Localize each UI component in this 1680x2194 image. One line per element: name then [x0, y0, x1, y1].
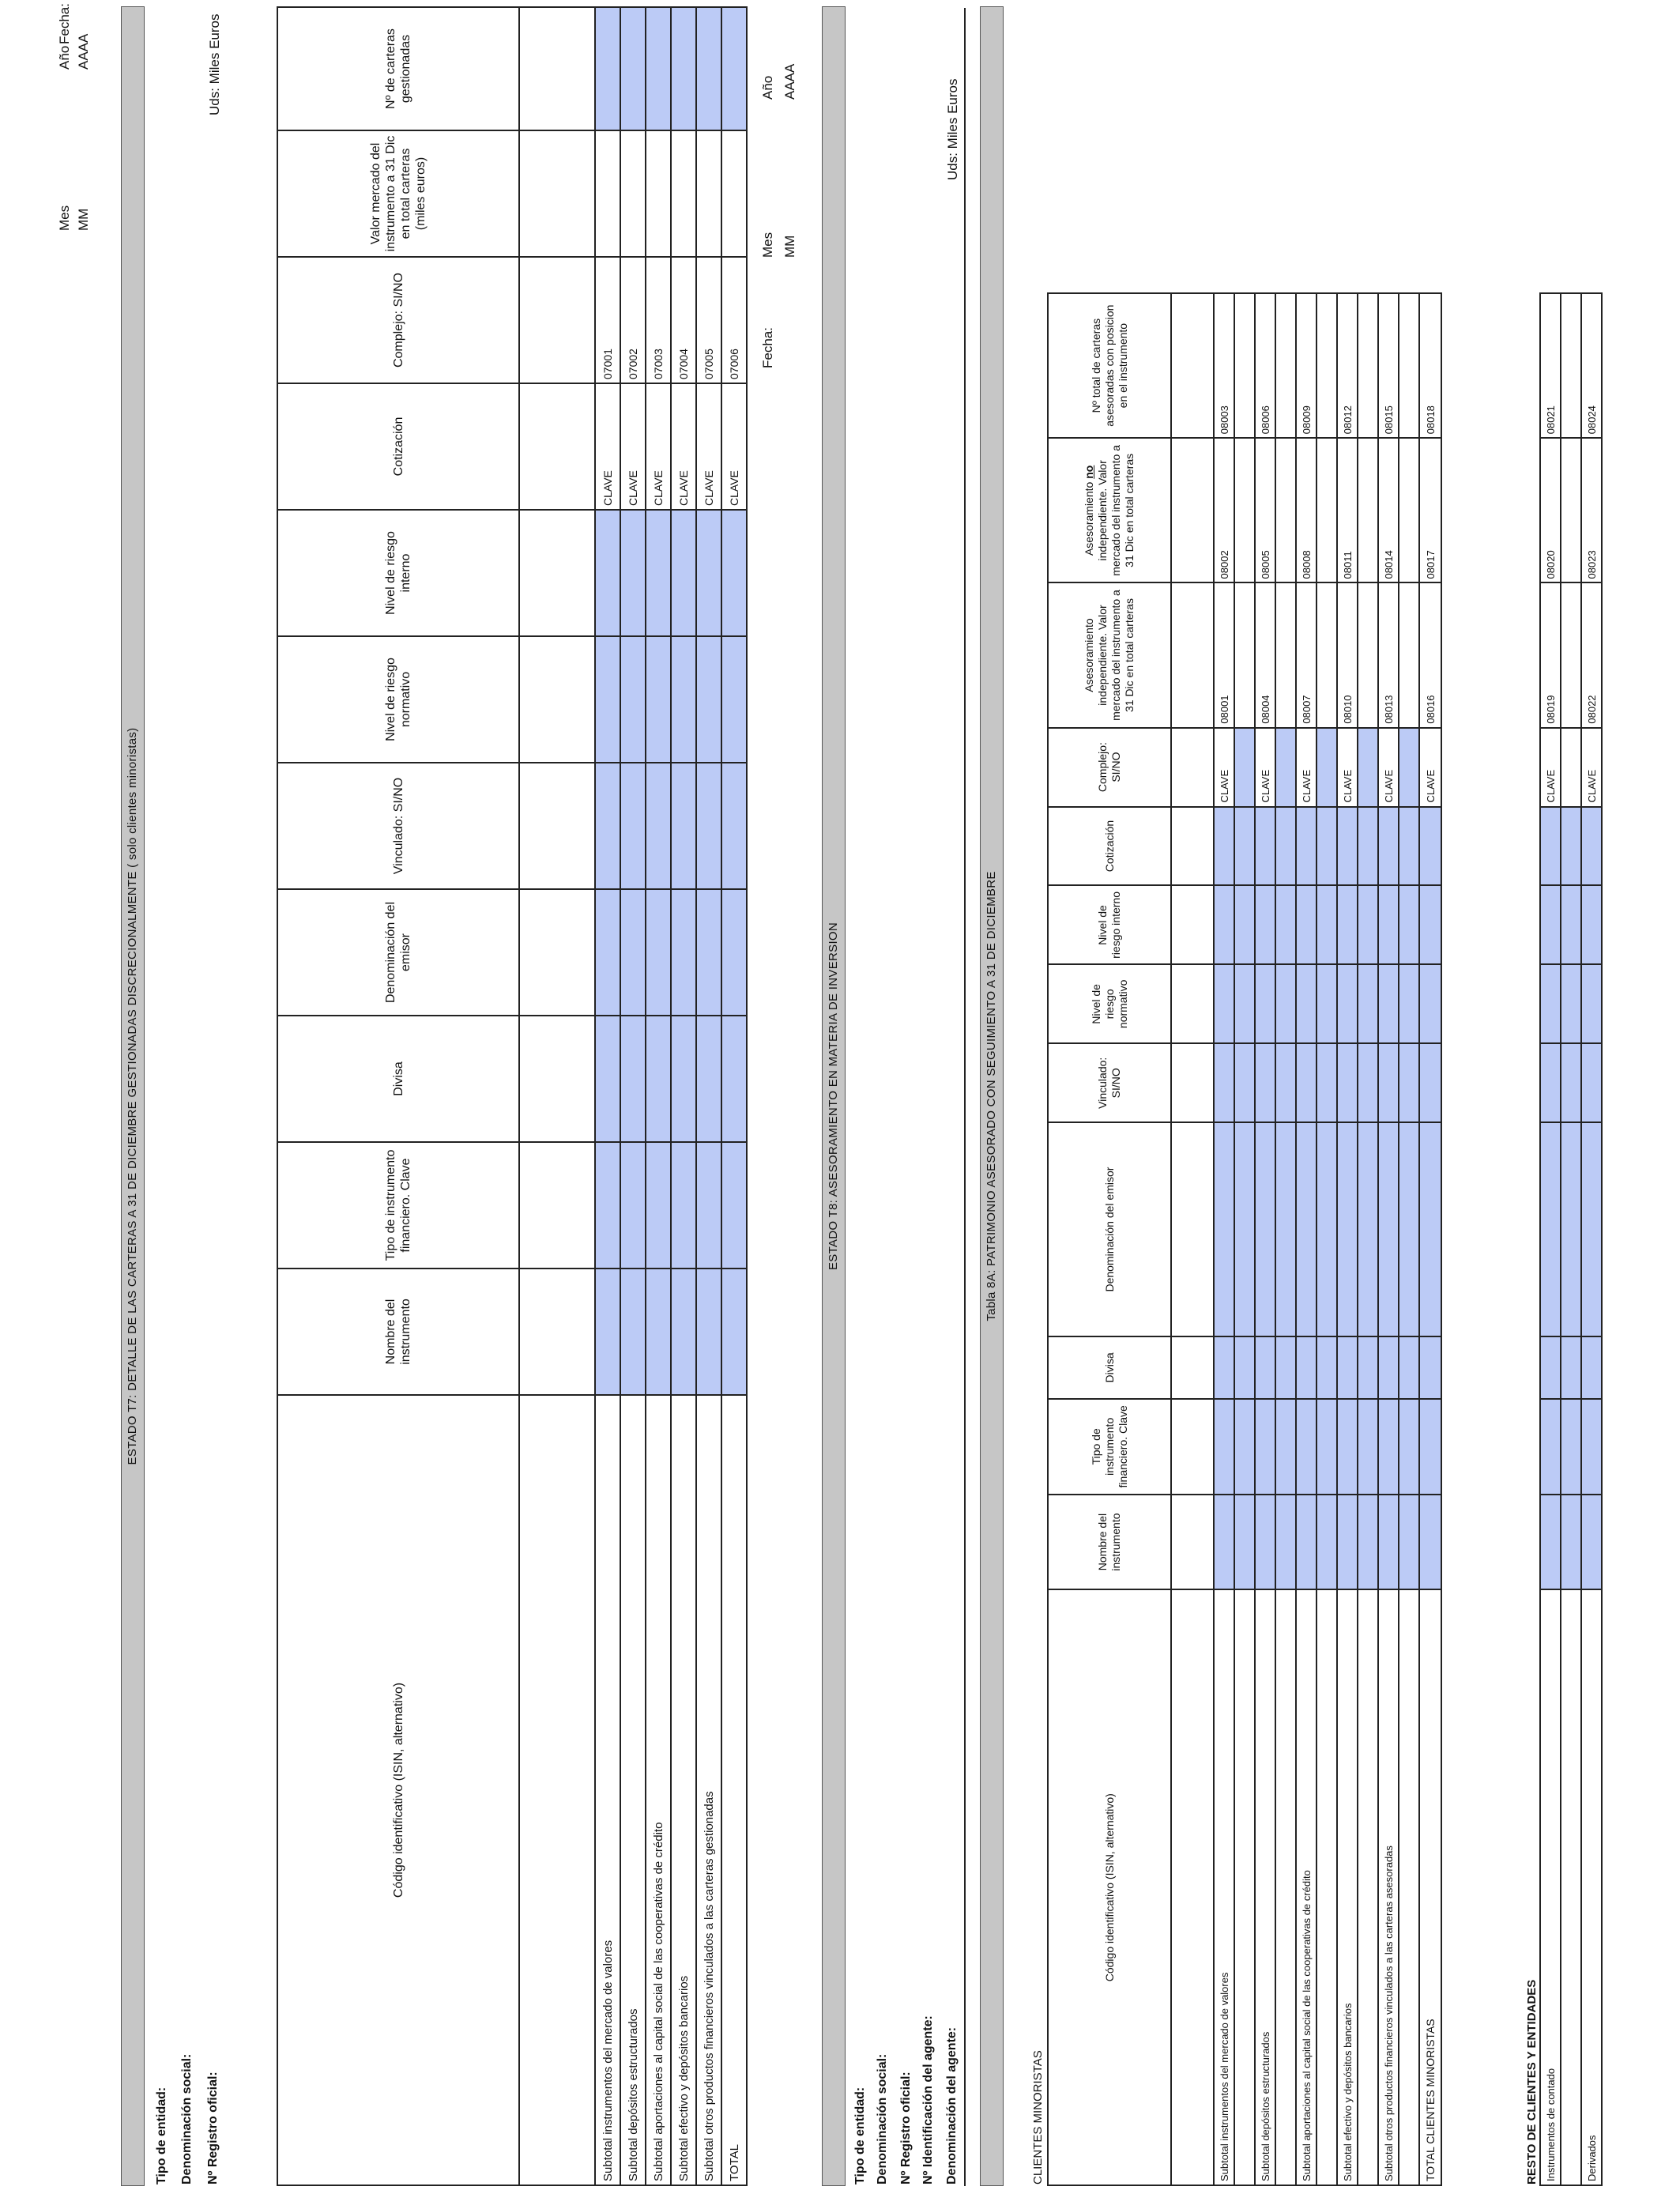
table-row [595, 7, 620, 2185]
clave-cell: CLAVE [595, 383, 620, 510]
clave-cell: CLAVE [1296, 728, 1317, 807]
t7-header-num-carteras: Nº de carteras gestionadas [277, 7, 519, 130]
clave-cell: CLAVE [1419, 728, 1441, 807]
t7-header-valor-mercado: Valor mercado del instrumento a 31 Dic en total carteras (miles euros) [277, 130, 519, 257]
t8-header-asesoramiento-independiente: Asesoramiento independiente. Valor mercado del instrumento a 31 Dic en total carteras [1048, 582, 1171, 727]
clave-cell: CLAVE [1540, 728, 1561, 807]
t8-denominacion-social: Denominación social: [876, 2053, 889, 2185]
code-cell: 08008 [1296, 438, 1317, 582]
row-label: Subtotal instrumentos del mercado de valores [595, 1395, 620, 2185]
t7-header-divisa: Divisa [277, 1016, 519, 1142]
code-cell: 08017 [1419, 438, 1441, 582]
t8-header-codigo: Código identificativo (ISIN, alternativo) [1048, 1589, 1171, 2185]
table-row [620, 7, 646, 2185]
row-label: Subtotal aportaciones al capital social de las cooperativas de crédito [646, 1395, 671, 2185]
t8-header-emisor: Denominación del emisor [1048, 1122, 1171, 1336]
code-cell: 08002 [1214, 438, 1234, 582]
t7-title-bar: ESTADO T7: DETALLE DE LAS CARTERAS A 31 DE DICIEMBRE GESTIONADAS DISCRECIONALMENTE ( solo clientes minoristas) [121, 6, 145, 2186]
clave-cell: CLAVE [620, 383, 646, 510]
t7-fecha-label: Fecha: [57, 3, 72, 44]
clave-cell: CLAVE [671, 383, 696, 510]
t8-blank-row [1171, 293, 1214, 2185]
table-row [1540, 293, 1561, 2185]
code-cell: 08024 [1581, 293, 1602, 438]
t7-denominacion-social: Denominación social: [180, 2053, 194, 2185]
row-label: Subtotal otros productos financieros vinculados a las carteras asesoradas [1378, 1589, 1399, 2185]
table-row-spacer [1275, 293, 1296, 2185]
code-cell: 07004 [671, 257, 696, 383]
t8-fecha-label: Fecha: [760, 327, 775, 368]
row-label: Subtotal instrumentos del mercado de valores [1214, 1589, 1234, 2185]
code-cell: 08014 [1378, 438, 1399, 582]
code-cell: 08009 [1296, 293, 1317, 438]
t7-header-codigo: Código identificativo (ISIN, alternativo) [277, 1395, 519, 2185]
t7-header-complejo: Complejo: SI/NO [277, 257, 519, 383]
table-row-spacer [1234, 293, 1255, 2185]
code-cell: 08010 [1337, 582, 1358, 727]
table-row [696, 7, 721, 2185]
table-row-spacer [1317, 293, 1337, 2185]
code-cell: 08022 [1581, 582, 1602, 727]
row-label: Instrumentos de contado [1540, 1589, 1561, 2185]
no-emphasis: no [1083, 465, 1095, 479]
table-row [1581, 293, 1602, 2185]
clave-cell: CLAVE [721, 383, 747, 510]
code-cell: 08015 [1378, 293, 1399, 438]
t7-blank-row [519, 7, 595, 2185]
table-row [1337, 293, 1358, 2185]
t8-agent-underline [964, 8, 966, 2186]
clave-cell: CLAVE [1337, 728, 1358, 807]
t8-registro-oficial: Nº Registro oficial: [899, 2071, 913, 2185]
table-row [671, 7, 696, 2185]
t8-header-tipo: Tipo de instrumento financiero. Clave [1048, 1399, 1171, 1495]
row-label: Subtotal aportaciones al capital social de las cooperativas de crédito [1296, 1589, 1317, 2185]
section-resto-clientes: RESTO DE CLIENTES Y ENTIDADES [1525, 1979, 1539, 2185]
table-row [646, 7, 671, 2185]
t8-header-num-carteras: Nº total de carteras asesoradas con posicion en el instrumento [1048, 293, 1171, 438]
code-cell: 08020 [1540, 438, 1561, 582]
code-cell: 08018 [1419, 293, 1441, 438]
t7-ano-value: AAAA [76, 33, 91, 70]
code-cell: 08013 [1378, 582, 1399, 727]
code-cell: 07001 [595, 257, 620, 383]
section-clientes-minoristas: CLIENTES MINORISTAS [1031, 2050, 1045, 2185]
code-cell: 08023 [1581, 438, 1602, 582]
t8a-table-resto [1539, 292, 1603, 2186]
t8-title-bar: ESTADO T8: ASESORAMIENTO EN MATERIA DE INVERSION [822, 6, 846, 2186]
t7-header-riesgo-normativo: Nivel de riesgo normativo [277, 636, 519, 763]
t8-denominacion-agente: Denominación del agente: [945, 2026, 959, 2185]
t8-header-divisa: Divisa [1048, 1336, 1171, 1399]
t7-header-vinculado: Vinculado: SI/NO [277, 763, 519, 889]
code-cell: 08011 [1337, 438, 1358, 582]
table-row-spacer [1561, 293, 1581, 2185]
clave-cell: CLAVE [696, 383, 721, 510]
row-label: Subtotal otros productos financieros vinculados a las carteras gestionadas [696, 1395, 721, 2185]
t8-header-nombre: Nombre del instrumento [1048, 1495, 1171, 1590]
t7-header-cotizacion: Cotización [277, 383, 519, 510]
t7-units: Uds: Miles Euros [207, 13, 222, 115]
table-row [1296, 293, 1317, 2185]
row-label: Subtotal efectivo y depósitos bancarios [671, 1395, 696, 2185]
t8a-table-minoristas [1047, 292, 1442, 2186]
code-cell: 08004 [1255, 582, 1275, 727]
table-row [1255, 293, 1275, 2185]
clave-cell: CLAVE [1378, 728, 1399, 807]
row-label: TOTAL [721, 1395, 747, 2185]
table-row [1214, 293, 1234, 2185]
t7-tipo-entidad: Tipo de entidad: [155, 2087, 168, 2185]
t8-header-riesgo-interno: Nivel de riesgo interno [1048, 885, 1171, 964]
row-label: Subtotal depósitos estructurados [620, 1395, 646, 2185]
code-cell: 07002 [620, 257, 646, 383]
code-cell: 08021 [1540, 293, 1561, 438]
table-row-spacer [1358, 293, 1378, 2185]
row-label: Subtotal efectivo y depósitos bancarios [1337, 1589, 1358, 2185]
code-cell: 07003 [646, 257, 671, 383]
table-row-spacer [1399, 293, 1419, 2185]
code-cell: 08005 [1255, 438, 1275, 582]
code-cell: 08003 [1214, 293, 1234, 438]
code-cell: 08007 [1296, 582, 1317, 727]
t8-header-complejo: Complejo: SI/NO [1048, 728, 1171, 807]
t7-header-riesgo-interno: Nivel de riesgo interno [277, 510, 519, 636]
code-cell: 07006 [721, 257, 747, 383]
t8-tipo-entidad: Tipo de entidad: [853, 2087, 867, 2185]
t8-identificacion-agente: Nº Identificación del agente: [921, 2015, 935, 2185]
code-cell: 08016 [1419, 582, 1441, 727]
row-label: Subtotal depósitos estructurados [1255, 1589, 1275, 2185]
code-cell: 08012 [1337, 293, 1358, 438]
t7-ano-label: Año [57, 45, 72, 70]
t8-header-asesoramiento-no-independiente: Asesoramiento no independiente. Valor mercado del instrumento a 31 Dic en total carteras [1048, 438, 1171, 582]
t7-header-tipo: Tipo de instrumento financiero. Clave [277, 1142, 519, 1269]
clave-cell: CLAVE [1255, 728, 1275, 807]
code-cell: 08006 [1255, 293, 1275, 438]
t8-units: Uds: Miles Euros [945, 78, 960, 180]
t7-header-nombre: Nombre del instrumento [277, 1269, 519, 1395]
t7-table [277, 6, 748, 2186]
t8-ano-label: Año [760, 75, 775, 100]
t8-header-vinculado: Vinculado: SI/NO [1048, 1043, 1171, 1122]
t7-mes-value: MM [76, 208, 91, 231]
t8-ano-value: AAAA [782, 63, 797, 100]
clave-cell: CLAVE [1581, 728, 1602, 807]
code-cell: 08001 [1214, 582, 1234, 727]
t8-mes-value: MM [782, 235, 797, 258]
t7-registro-oficial: Nº Registro oficial: [206, 2071, 220, 2185]
table-row-total [721, 7, 747, 2185]
code-cell: 08019 [1540, 582, 1561, 727]
table-row [1378, 293, 1399, 2185]
table-row-total [1419, 293, 1441, 2185]
t7-mes-label: Mes [57, 205, 72, 231]
row-label: TOTAL CLIENTES MINORISTAS [1419, 1589, 1441, 2185]
clave-cell: CLAVE [1214, 728, 1234, 807]
t8-header-cotizacion: Cotización [1048, 807, 1171, 886]
t8-header-riesgo-normativo: Nivel de riesgo normativo [1048, 964, 1171, 1043]
row-label: Derivados [1581, 1589, 1602, 2185]
t8-mes-label: Mes [760, 232, 775, 258]
t8a-title-bar: Tabla 8A: PATRIMONIO ASESORADO CON SEGUIMIENTO A 31 DE DICIEMBRE [980, 6, 1004, 2186]
clave-cell: CLAVE [646, 383, 671, 510]
code-cell: 07005 [696, 257, 721, 383]
t7-header-emisor: Denominación del emisor [277, 889, 519, 1016]
